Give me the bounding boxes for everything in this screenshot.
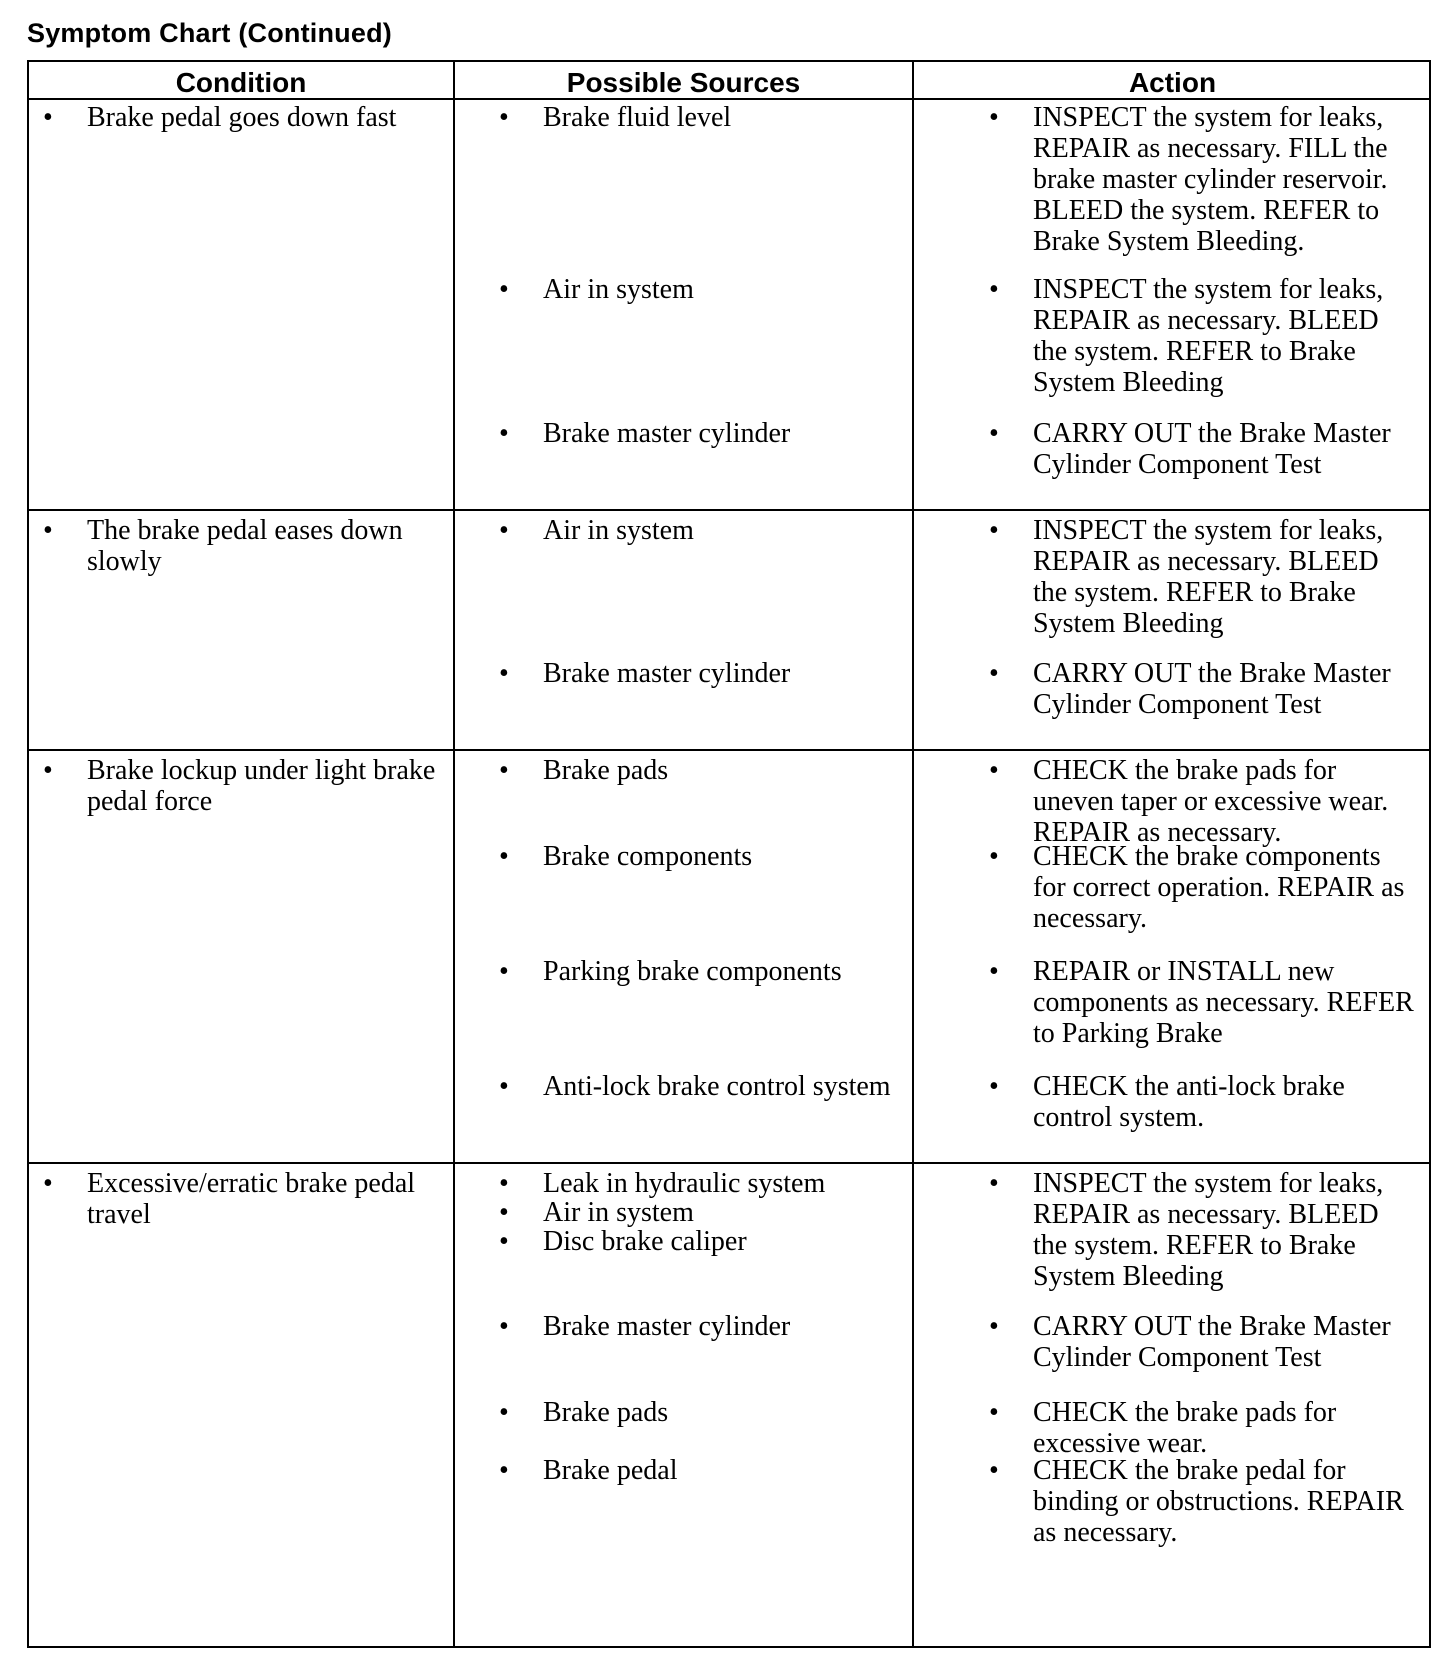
bullet: • [989,274,999,305]
source-text: Parking brake components [543,956,842,987]
condition-text: Brake pedal goes down fast [87,102,397,133]
action-text: CHECK the brake pedal for binding or obstructions. REPAIR as necessary. [1033,1455,1404,1548]
action-text: CHECK the anti-lock brake control system. [1033,1071,1345,1133]
source-text: Anti-lock brake control system [543,1071,891,1102]
bullet: • [989,841,999,872]
action-text: INSPECT the system for leaks, REPAIR as necessary. BLEED the system. REFER to Brake System Bleeding [1033,274,1384,398]
action-text: CARRY OUT the Brake Master Cylinder Component Test [1033,1311,1391,1373]
source-text: Brake pedal [543,1455,678,1486]
bullet: • [989,102,999,133]
source-text: Brake pads [543,1397,669,1428]
bullet: • [499,1311,509,1342]
bullet: • [499,102,509,133]
action-text: CARRY OUT the Brake Master Cylinder Component Test [1033,658,1391,720]
source-text: Air in system [543,1197,694,1228]
action-text: INSPECT the system for leaks, REPAIR as necessary. BLEED the system. REFER to Brake System Bleeding [1033,1168,1384,1292]
bullet: • [499,841,509,872]
row-divider [29,749,1429,751]
bullet: • [989,418,999,449]
bullet: • [499,418,509,449]
source-text: Brake pads [543,755,669,786]
bullet: • [499,1197,509,1228]
action-text: INSPECT the system for leaks, REPAIR as necessary. BLEED the system. REFER to Brake System Bleeding [1033,515,1384,639]
header-possible-sources: Possible Sources [566,67,801,98]
source-text: Leak in hydraulic system [543,1168,826,1199]
source-text: Air in system [543,515,694,546]
action-text: CHECK the brake pads for uneven taper or excessive wear. REPAIR as necessary. [1033,755,1389,848]
header-condition: Condition [175,67,307,98]
bullet: • [989,755,999,786]
source-text: Brake master cylinder [543,418,791,449]
bullet: • [989,1455,999,1486]
page-title: Symptom Chart (Continued) [27,18,392,48]
bullet: • [499,755,509,786]
bullet: • [499,1071,509,1102]
condition-text: Excessive/erratic brake pedal travel [87,1168,416,1230]
bullet: • [989,515,999,546]
source-text: Disc brake caliper [543,1226,747,1257]
action-text: REPAIR or INSTALL new components as necessary. REFER to Parking Brake [1033,956,1414,1049]
row-divider [29,1162,1429,1164]
condition-text: The brake pedal eases down slowly [87,515,403,577]
source-text: Brake fluid level [543,102,732,133]
condition-text: Brake lockup under light brake pedal force [87,755,436,817]
bullet: • [989,956,999,987]
column-divider [453,62,455,1646]
bullet: • [989,1397,999,1428]
bullet: • [989,1071,999,1102]
bullet: • [43,1168,53,1199]
bullet: • [499,1455,509,1486]
bullet: • [499,274,509,305]
bullet: • [989,1311,999,1342]
bullet: • [499,658,509,689]
bullet: • [43,102,53,133]
bullet: • [499,515,509,546]
bullet: • [499,956,509,987]
symptom-table [27,60,1431,1648]
action-text: CHECK the brake components for correct operation. REPAIR as necessary. [1033,841,1405,934]
header-divider [29,98,1429,100]
bullet: • [989,658,999,689]
action-text: INSPECT the system for leaks, REPAIR as necessary. FILL the brake master cylinder reservoir. BLEED the system. REFER to Brake System Bleeding. [1033,102,1388,257]
bullet: • [499,1226,509,1257]
row-divider [29,509,1429,511]
source-text: Brake master cylinder [543,1311,791,1342]
source-text: Brake components [543,841,753,872]
bullet: • [499,1168,509,1199]
bullet: • [989,1168,999,1199]
action-text: CHECK the brake pads for excessive wear. [1033,1397,1337,1459]
action-text: CARRY OUT the Brake Master Cylinder Component Test [1033,418,1391,480]
source-text: Brake master cylinder [543,658,791,689]
bullet: • [43,755,53,786]
header-action: Action [1128,67,1217,98]
source-text: Air in system [543,274,694,305]
bullet: • [43,515,53,546]
bullet: • [499,1397,509,1428]
